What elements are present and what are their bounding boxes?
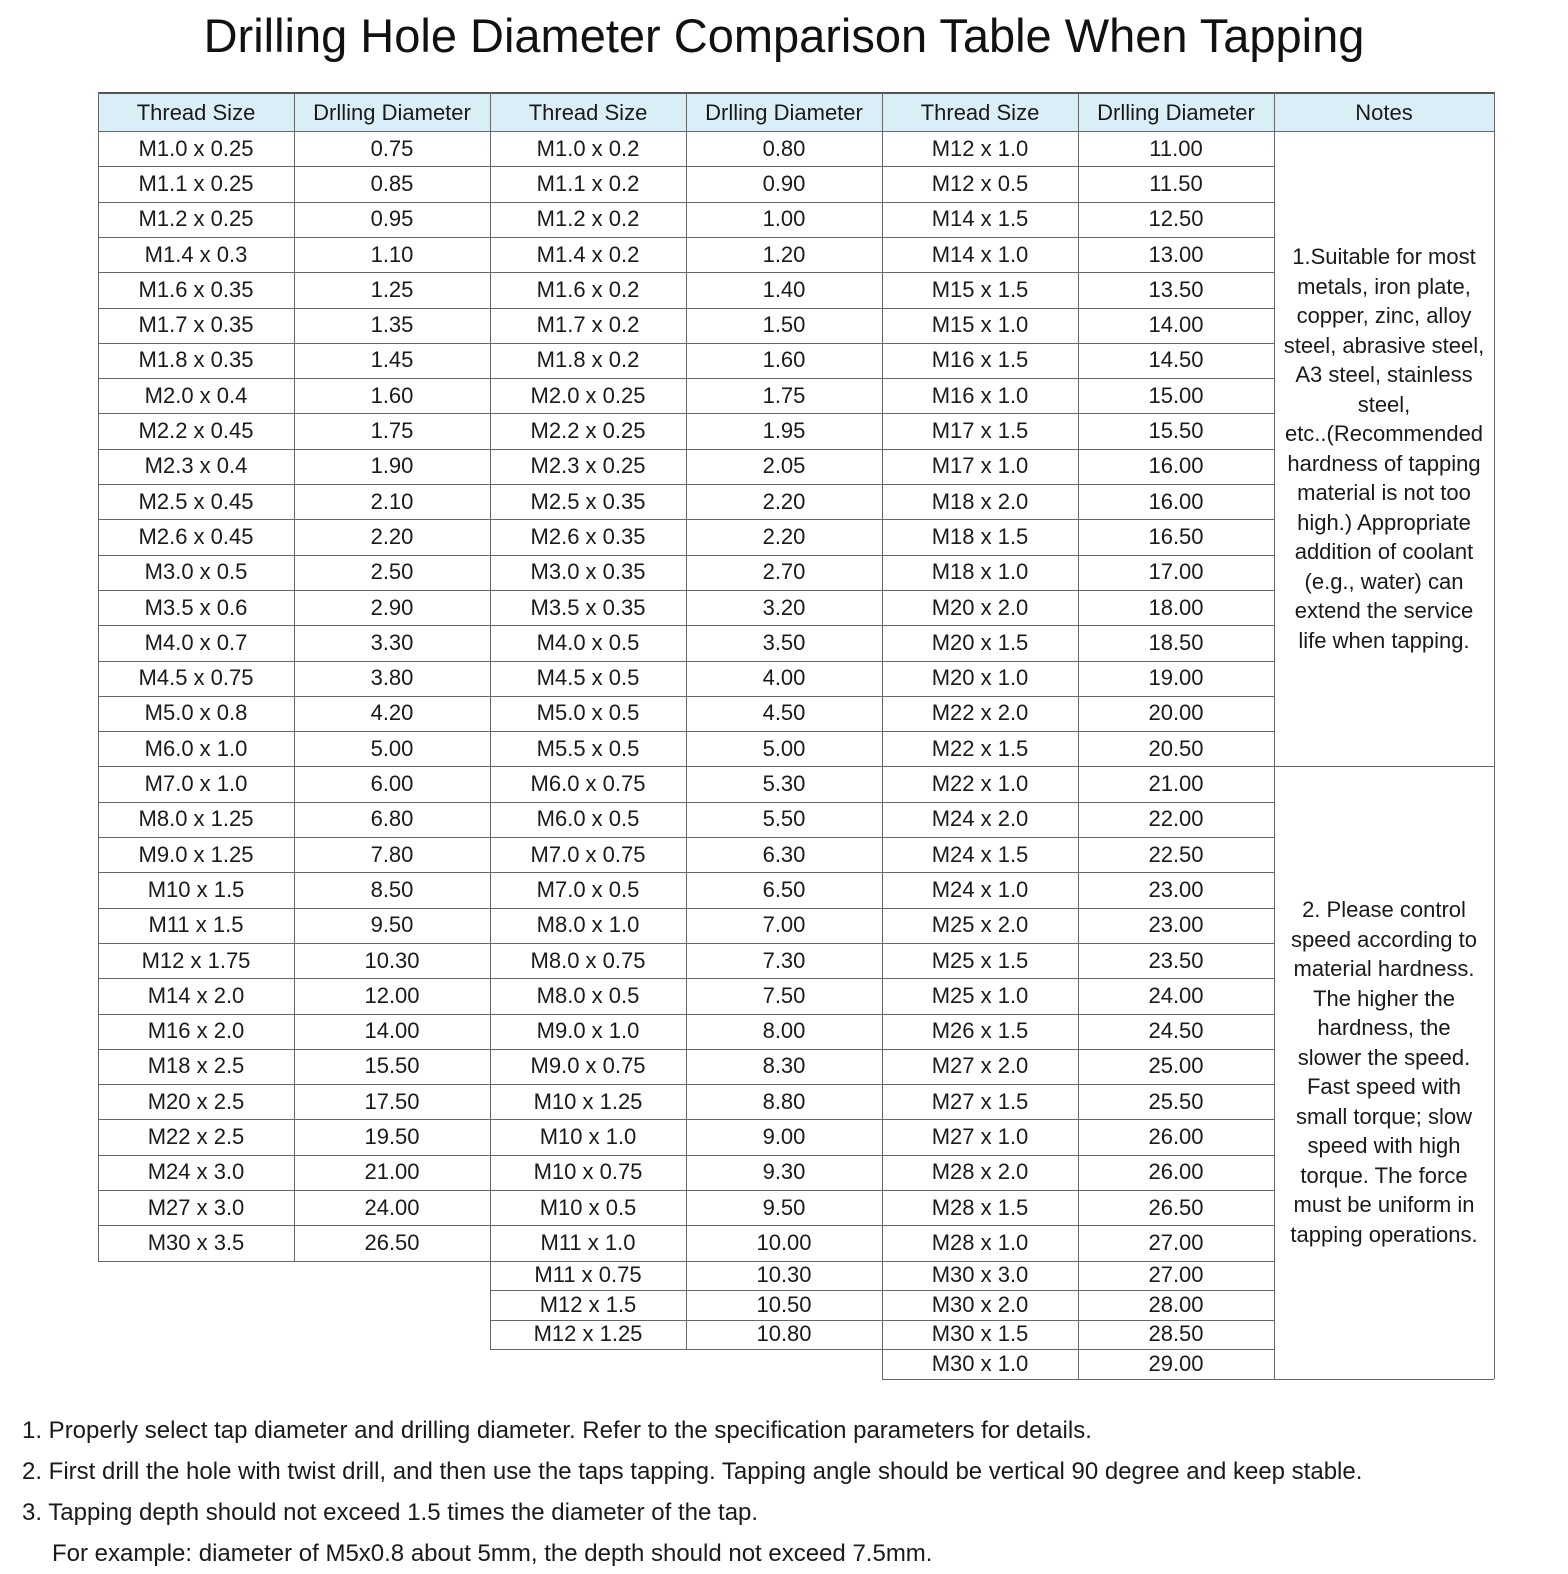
note-line: high.) Appropriate	[1297, 509, 1471, 535]
column-divider	[294, 92, 295, 1261]
thread-size-cell: M6.0 x 0.75	[530, 771, 646, 797]
thread-size-cell: M27 x 1.5	[931, 1088, 1029, 1114]
note-line: hardness, the	[1317, 1015, 1451, 1041]
drilling-diameter-cell: 4.50	[762, 700, 806, 726]
thread-size-cell: M12 x 1.5	[539, 1291, 637, 1317]
thread-size-cell: M26 x 1.5	[931, 1018, 1029, 1044]
drilling-diameter-cell: 29.00	[1148, 1350, 1204, 1376]
drilling-diameter-cell: 5.30	[762, 771, 806, 797]
thread-size-cell: M1.4 x 0.2	[536, 241, 640, 267]
drilling-diameter-cell: 10.30	[364, 947, 420, 973]
thread-size-cell: M24 x 1.5	[931, 841, 1029, 867]
instruction-3-example: For example: diameter of M5x0.8 about 5mm, the depth should not exceed 7.5mm.	[52, 1540, 933, 1567]
note-line: extend the service	[1294, 598, 1474, 624]
note-line: speed with high	[1307, 1133, 1461, 1159]
drilling-diameter-cell: 21.00	[1148, 771, 1204, 797]
thread-size-cell: M10 x 1.25	[533, 1088, 643, 1114]
thread-size-cell: M4.0 x 0.7	[144, 629, 248, 655]
note-line: Fast speed with	[1306, 1074, 1462, 1100]
drilling-diameter-cell: 14.00	[364, 1018, 420, 1044]
note-line: material is not too	[1297, 480, 1471, 506]
drilling-diameter-cell: 10.50	[756, 1291, 812, 1317]
drilling-diameter-cell: 8.30	[762, 1053, 806, 1079]
note-line: must be uniform in	[1293, 1192, 1475, 1218]
drilling-diameter-cell: 1.60	[762, 347, 806, 373]
drilling-diameter-cell: 0.75	[370, 135, 414, 161]
drilling-diameter-cell: 2.20	[762, 488, 806, 514]
drilling-diameter-cell: 2.50	[370, 559, 414, 585]
drilling-diameter-cell: 1.40	[762, 276, 806, 302]
thread-size-cell: M12 x 1.25	[533, 1321, 643, 1347]
drilling-diameter-cell: 28.50	[1148, 1321, 1204, 1347]
header-thread-size: Thread Size	[882, 92, 1078, 131]
drilling-diameter-cell: 0.90	[762, 170, 806, 196]
drilling-diameter-cell: 0.95	[370, 206, 414, 232]
drilling-diameter-cell: 7.80	[370, 841, 414, 867]
drilling-diameter-cell: 2.20	[762, 523, 806, 549]
drilling-diameter-cell: 20.00	[1148, 700, 1204, 726]
thread-size-cell: M1.7 x 0.2	[536, 312, 640, 338]
thread-size-cell: M30 x 3.5	[147, 1229, 245, 1255]
thread-size-cell: M10 x 0.5	[539, 1194, 637, 1220]
notes-bottom	[1274, 1379, 1494, 1380]
thread-size-cell: M5.0 x 0.5	[536, 700, 640, 726]
thread-size-cell: M9.0 x 1.0	[536, 1018, 640, 1044]
thread-size-cell: M15 x 1.0	[931, 312, 1029, 338]
drilling-diameter-cell: 14.50	[1148, 347, 1204, 373]
thread-size-cell: M2.0 x 0.4	[144, 382, 248, 408]
thread-size-cell: M10 x 1.5	[147, 876, 245, 902]
thread-size-cell: M20 x 2.0	[931, 594, 1029, 620]
thread-size-cell: M25 x 2.0	[931, 912, 1029, 938]
note-line: 1.Suitable for most	[1292, 244, 1476, 270]
note-line: addition of coolant	[1294, 539, 1474, 565]
drilling-diameter-cell: 12.50	[1148, 206, 1204, 232]
header-thread-size: Thread Size	[98, 92, 294, 131]
drilling-diameter-cell: 24.50	[1148, 1018, 1204, 1044]
thread-size-cell: M3.0 x 0.5	[144, 559, 248, 585]
drilling-diameter-cell: 9.50	[370, 912, 414, 938]
thread-size-cell: M16 x 1.0	[931, 382, 1029, 408]
thread-size-cell: M10 x 0.75	[533, 1159, 643, 1185]
drilling-diameter-cell: 9.30	[762, 1159, 806, 1185]
thread-size-cell: M15 x 1.5	[931, 276, 1029, 302]
thread-size-cell: M2.3 x 0.25	[530, 453, 646, 479]
row-divider	[98, 1261, 490, 1262]
drilling-diameter-cell: 14.00	[1148, 312, 1204, 338]
thread-size-cell: M4.5 x 0.5	[536, 665, 640, 691]
thread-size-cell: M27 x 3.0	[147, 1194, 245, 1220]
note-1	[1274, 131, 1494, 766]
row-divider	[490, 1349, 882, 1350]
note-line: material hardness.	[1293, 956, 1475, 982]
drilling-diameter-cell: 2.05	[762, 453, 806, 479]
drilling-diameter-cell: 9.00	[762, 1124, 806, 1150]
row-divider	[882, 1379, 1274, 1380]
column-divider	[686, 92, 687, 1349]
drilling-diameter-cell: 5.00	[762, 735, 806, 761]
drilling-diameter-cell: 2.90	[370, 594, 414, 620]
note-line: A3 steel, stainless	[1295, 362, 1473, 388]
thread-size-cell: M1.1 x 0.2	[536, 170, 640, 196]
drilling-diameter-cell: 3.30	[370, 629, 414, 655]
thread-size-cell: M8.0 x 0.5	[536, 982, 640, 1008]
drilling-diameter-cell: 11.50	[1149, 170, 1203, 196]
thread-size-cell: M10 x 1.0	[539, 1124, 637, 1150]
drilling-diameter-cell: 5.00	[370, 735, 414, 761]
page-title: Drilling Hole Diameter Comparison Table When Tapping	[203, 9, 1365, 62]
drilling-diameter-cell: 17.00	[1148, 559, 1204, 585]
thread-size-cell: M30 x 2.0	[931, 1291, 1029, 1317]
thread-size-cell: M3.5 x 0.6	[144, 594, 248, 620]
thread-size-cell: M12 x 0.5	[931, 170, 1029, 196]
drilling-diameter-cell: 19.00	[1148, 665, 1204, 691]
thread-size-cell: M1.6 x 0.2	[536, 276, 640, 302]
thread-size-cell: M30 x 1.0	[931, 1350, 1029, 1376]
drilling-diameter-cell: 22.50	[1148, 841, 1204, 867]
note-line: copper, zinc, alloy	[1296, 303, 1472, 329]
note-line: (e.g., water) can	[1304, 568, 1464, 594]
note-line: slower the speed.	[1297, 1044, 1471, 1070]
drilling-diameter-cell: 7.00	[762, 912, 806, 938]
drilling-diameter-cell: 26.50	[1148, 1194, 1204, 1220]
drilling-diameter-cell: 18.00	[1148, 594, 1204, 620]
drilling-diameter-cell: 1.60	[370, 382, 414, 408]
drilling-diameter-cell: 15.50	[1148, 418, 1204, 444]
note-2	[1274, 766, 1494, 1378]
thread-size-cell: M11 x 0.75	[534, 1262, 642, 1288]
drilling-diameter-cell: 25.50	[1148, 1088, 1204, 1114]
thread-size-cell: M18 x 1.0	[931, 559, 1029, 585]
drilling-diameter-cell: 5.50	[762, 806, 806, 832]
thread-size-cell: M2.2 x 0.25	[530, 418, 646, 444]
drilling-diameter-cell: 1.00	[762, 206, 806, 232]
drilling-diameter-cell: 23.00	[1148, 876, 1204, 902]
drilling-diameter-cell: 8.50	[370, 876, 414, 902]
thread-size-cell: M27 x 2.0	[931, 1053, 1029, 1079]
drilling-diameter-cell: 1.35	[370, 312, 414, 338]
thread-size-cell: M1.2 x 0.25	[138, 206, 254, 232]
drilling-diameter-cell: 10.30	[756, 1262, 812, 1288]
column-divider	[490, 92, 491, 1349]
drilling-diameter-cell: 25.00	[1148, 1053, 1204, 1079]
drilling-diameter-cell: 26.50	[364, 1229, 420, 1255]
drilling-diameter-cell: 1.25	[370, 276, 414, 302]
thread-size-cell: M28 x 1.5	[931, 1194, 1029, 1220]
drilling-diameter-cell: 26.00	[1148, 1124, 1204, 1150]
drilling-diameter-cell: 23.00	[1148, 912, 1204, 938]
note-line: 2. Please control	[1302, 897, 1466, 923]
thread-size-cell: M25 x 1.0	[931, 982, 1029, 1008]
drilling-diameter-cell: 12.00	[364, 982, 420, 1008]
drilling-diameter-cell: 23.50	[1148, 947, 1204, 973]
drilling-diameter-cell: 18.50	[1148, 629, 1204, 655]
drilling-diameter-cell: 13.00	[1148, 241, 1204, 267]
thread-size-cell: M1.8 x 0.2	[536, 347, 640, 373]
drilling-diameter-cell: 0.80	[762, 135, 806, 161]
thread-size-cell: M24 x 1.0	[931, 876, 1029, 902]
thread-size-cell: M11 x 1.0	[540, 1229, 636, 1255]
drilling-diameter-cell: 20.50	[1148, 735, 1204, 761]
thread-size-cell: M14 x 2.0	[147, 982, 245, 1008]
header-notes: Notes	[1274, 92, 1494, 131]
drilling-diameter-cell: 1.50	[762, 312, 806, 338]
drilling-diameter-cell: 16.50	[1148, 523, 1204, 549]
header-drilling-diameter: Drlling Diameter	[686, 92, 882, 131]
drilling-diameter-cell: 0.85	[370, 170, 414, 196]
thread-size-cell: M22 x 2.5	[147, 1124, 245, 1150]
drilling-diameter-cell: 8.80	[762, 1088, 806, 1114]
thread-size-cell: M2.6 x 0.45	[138, 523, 254, 549]
thread-size-cell: M9.0 x 1.25	[138, 841, 254, 867]
drilling-diameter-cell: 13.50	[1148, 276, 1204, 302]
thread-size-cell: M1.7 x 0.35	[138, 312, 254, 338]
thread-size-cell: M7.0 x 0.5	[536, 876, 640, 902]
drilling-diameter-cell: 3.50	[762, 629, 806, 655]
note-line: steel,	[1357, 391, 1411, 417]
thread-size-cell: M18 x 2.5	[147, 1053, 245, 1079]
drilling-diameter-cell: 10.80	[756, 1321, 812, 1347]
drilling-diameter-cell: 17.50	[364, 1088, 420, 1114]
note-line: The higher the	[1313, 985, 1455, 1011]
thread-size-cell: M9.0 x 0.75	[530, 1053, 646, 1079]
thread-size-cell: M1.4 x 0.3	[144, 241, 248, 267]
drilling-diameter-cell: 21.00	[364, 1159, 420, 1185]
thread-size-cell: M8.0 x 1.0	[536, 912, 640, 938]
drilling-diameter-cell: 16.00	[1148, 488, 1204, 514]
thread-size-cell: M7.0 x 1.0	[144, 771, 248, 797]
thread-size-cell: M6.0 x 0.5	[536, 806, 640, 832]
thread-size-cell: M22 x 1.5	[931, 735, 1029, 761]
thread-size-cell: M8.0 x 0.75	[530, 947, 646, 973]
thread-size-cell: M4.0 x 0.5	[536, 629, 640, 655]
thread-size-cell: M14 x 1.5	[931, 206, 1029, 232]
thread-size-cell: M4.5 x 0.75	[138, 665, 254, 691]
drilling-diameter-cell: 2.10	[370, 488, 414, 514]
thread-size-cell: M20 x 1.5	[931, 629, 1029, 655]
thread-size-cell: M22 x 2.0	[931, 700, 1029, 726]
drilling-diameter-cell: 27.00	[1148, 1262, 1204, 1288]
drilling-diameter-cell: 6.00	[370, 771, 414, 797]
thread-size-cell: M17 x 1.0	[931, 453, 1029, 479]
thread-size-cell: M18 x 1.5	[931, 523, 1029, 549]
thread-size-cell: M18 x 2.0	[931, 488, 1029, 514]
thread-size-cell: M8.0 x 1.25	[138, 806, 254, 832]
thread-size-cell: M17 x 1.5	[931, 418, 1029, 444]
thread-size-cell: M20 x 2.5	[147, 1088, 245, 1114]
instruction-1: 1. Properly select tap diameter and drilling diameter. Refer to the specification parameters for details.	[22, 1417, 1092, 1444]
thread-size-cell: M27 x 1.0	[931, 1124, 1029, 1150]
thread-size-cell: M22 x 1.0	[931, 771, 1029, 797]
drilling-diameter-cell: 1.75	[762, 382, 806, 408]
thread-size-cell: M24 x 3.0	[147, 1159, 245, 1185]
thread-size-cell: M1.1 x 0.25	[138, 170, 254, 196]
note-line: speed according to	[1291, 926, 1477, 952]
drilling-diameter-cell: 1.10	[370, 241, 414, 267]
drilling-diameter-cell: 22.00	[1148, 806, 1204, 832]
thread-size-cell: M7.0 x 0.75	[530, 841, 646, 867]
note-line: metals, iron plate,	[1297, 273, 1471, 299]
drilling-diameter-cell: 10.00	[756, 1229, 812, 1255]
footer-instructions	[22, 1410, 1362, 1574]
thread-size-cell: M1.2 x 0.2	[536, 206, 640, 232]
note-line: steel, abrasive steel,	[1283, 332, 1485, 358]
header-thread-size: Thread Size	[490, 92, 686, 131]
drilling-diameter-cell: 8.00	[762, 1018, 806, 1044]
header-drilling-diameter: Drlling Diameter	[1078, 92, 1274, 131]
drilling-diameter-cell: 19.50	[364, 1124, 420, 1150]
drilling-diameter-cell: 6.80	[370, 806, 414, 832]
drilling-diameter-cell: 4.00	[762, 665, 806, 691]
drilling-diameter-cell: 27.00	[1148, 1229, 1204, 1255]
thread-size-cell: M25 x 1.5	[931, 947, 1029, 973]
drilling-diameter-cell: 1.90	[370, 453, 414, 479]
thread-size-cell: M16 x 1.5	[931, 347, 1029, 373]
column-divider	[98, 92, 99, 1261]
drilling-diameter-cell: 4.20	[370, 700, 414, 726]
thread-size-cell: M1.8 x 0.35	[138, 347, 254, 373]
drilling-diameter-cell: 3.20	[762, 594, 806, 620]
drilling-diameter-cell: 6.30	[762, 841, 806, 867]
thread-size-cell: M2.3 x 0.4	[144, 453, 248, 479]
thread-size-cell: M14 x 1.0	[931, 241, 1029, 267]
note-line: etc..(Recommended	[1284, 421, 1484, 447]
drilling-diameter-cell: 1.75	[370, 418, 414, 444]
thread-size-cell: M1.0 x 0.25	[138, 135, 254, 161]
thread-size-cell: M30 x 3.0	[931, 1262, 1029, 1288]
thread-size-cell: M11 x 1.5	[148, 912, 244, 938]
thread-size-cell: M1.0 x 0.2	[536, 135, 640, 161]
instruction-2: 2. First drill the hole with twist drill, and then use the taps tapping. Tapping angle should be vertical 90 degree and keep stable.	[22, 1458, 1363, 1485]
thread-size-cell: M12 x 1.0	[931, 135, 1029, 161]
thread-size-cell: M5.5 x 0.5	[536, 735, 640, 761]
drilling-diameter-cell: 1.95	[762, 418, 806, 444]
drilling-diameter-cell: 16.00	[1148, 453, 1204, 479]
thread-size-cell: M2.0 x 0.25	[530, 382, 646, 408]
thread-size-cell: M24 x 2.0	[931, 806, 1029, 832]
drilling-diameter-cell: 2.20	[370, 523, 414, 549]
drilling-diameter-cell: 26.00	[1148, 1159, 1204, 1185]
drilling-diameter-cell: 6.50	[762, 876, 806, 902]
thread-size-cell: M3.0 x 0.35	[530, 559, 646, 585]
drilling-diameter-cell: 24.00	[1148, 982, 1204, 1008]
drilling-diameter-cell: 2.70	[762, 559, 806, 585]
thread-size-cell: M30 x 1.5	[931, 1321, 1029, 1347]
drilling-diameter-cell: 28.00	[1148, 1291, 1204, 1317]
thread-size-cell: M2.2 x 0.45	[138, 418, 254, 444]
drilling-diameter-cell: 3.80	[370, 665, 414, 691]
thread-size-cell: M3.5 x 0.35	[530, 594, 646, 620]
drilling-diameter-cell: 15.50	[364, 1053, 420, 1079]
drilling-diameter-cell: 7.30	[762, 947, 806, 973]
thread-size-cell: M1.6 x 0.35	[138, 276, 254, 302]
thread-size-cell: M2.6 x 0.35	[530, 523, 646, 549]
thread-size-cell: M16 x 2.0	[147, 1018, 245, 1044]
drilling-diameter-cell: 7.50	[762, 982, 806, 1008]
note-line: small torque; slow	[1295, 1103, 1473, 1129]
thread-size-cell: M2.5 x 0.45	[138, 488, 254, 514]
thread-size-cell: M28 x 2.0	[931, 1159, 1029, 1185]
drilling-diameter-cell: 15.00	[1148, 382, 1204, 408]
note-line: hardness of tapping	[1287, 450, 1481, 476]
drilling-diameter-cell: 9.50	[762, 1194, 806, 1220]
note-line: life when tapping.	[1298, 627, 1470, 653]
drilling-diameter-cell: 24.00	[364, 1194, 420, 1220]
header-drilling-diameter: Drlling Diameter	[294, 92, 490, 131]
drilling-diameter-cell: 1.45	[370, 347, 414, 373]
note-line: torque. The force	[1300, 1162, 1468, 1188]
thread-size-cell: M20 x 1.0	[931, 665, 1029, 691]
column-divider	[882, 92, 883, 1379]
notes-border	[1494, 92, 1495, 1379]
thread-size-cell: M5.0 x 0.8	[144, 700, 248, 726]
thread-size-cell: M28 x 1.0	[931, 1229, 1029, 1255]
thread-size-cell: M6.0 x 1.0	[144, 735, 248, 761]
thread-size-cell: M12 x 1.75	[141, 947, 251, 973]
drilling-diameter-cell: 11.00	[1149, 135, 1203, 161]
column-divider	[1078, 92, 1079, 1379]
drilling-diameter-cell: 1.20	[762, 241, 806, 267]
thread-size-cell: M2.5 x 0.35	[530, 488, 646, 514]
instruction-3: 3. Tapping depth should not exceed 1.5 times the diameter of the tap.	[22, 1499, 759, 1526]
note-line: tapping operations.	[1290, 1221, 1478, 1247]
